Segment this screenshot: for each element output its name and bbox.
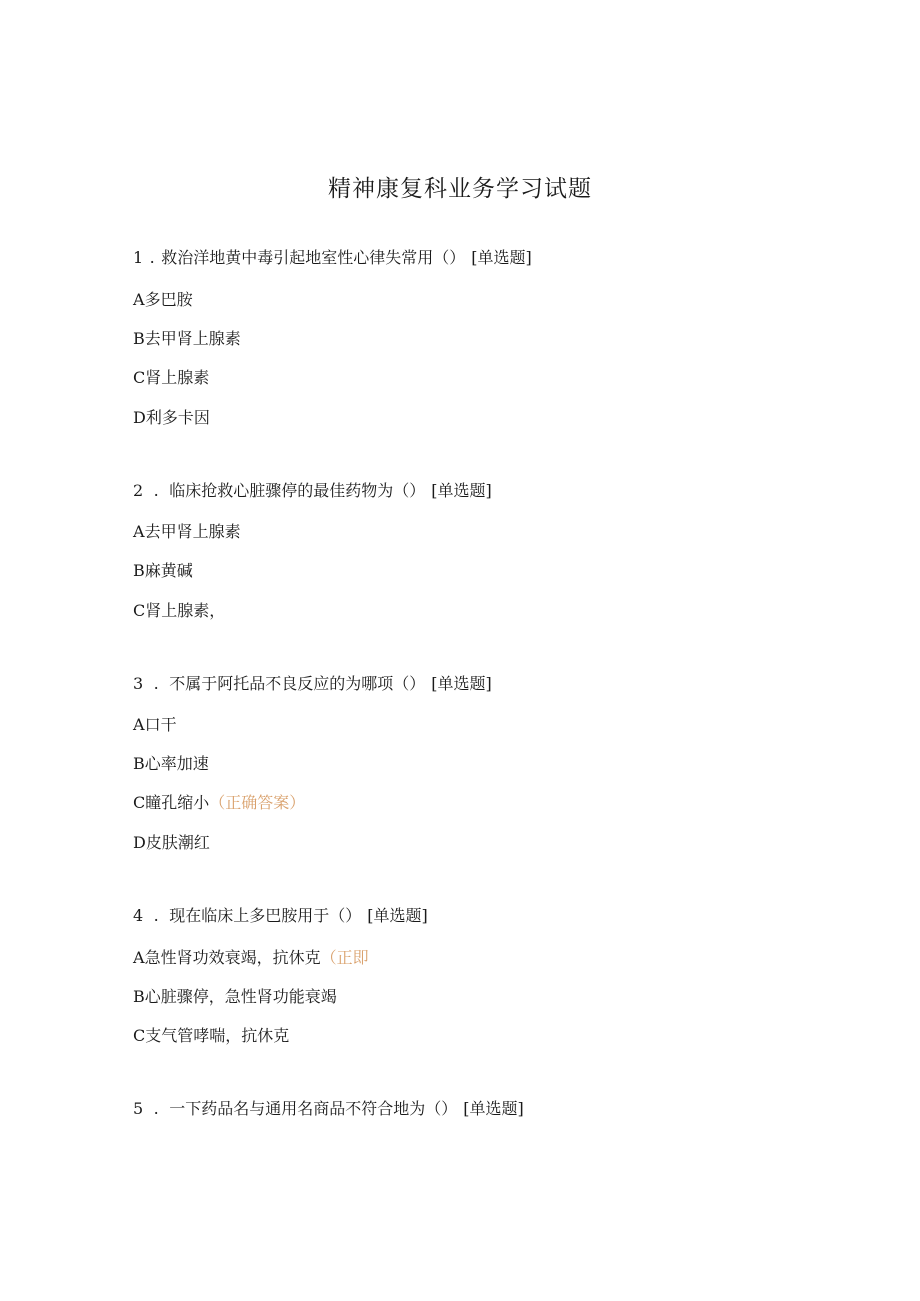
option-1d[interactable]: [133, 407, 210, 429]
option-letter: D: [133, 408, 146, 427]
option-text: 急性肾功效衰竭，抗休克: [144, 948, 321, 967]
question-2: 2 . 临床抢救心脏骤停的最佳药物为（） [单选题]: [133, 481, 492, 500]
option-letter: A: [133, 948, 145, 967]
option-4c[interactable]: [133, 1025, 289, 1047]
option-letter: A: [133, 290, 145, 309]
question-3: 3 . 不属于阿托品不良反应的为哪项（） [单选题]: [133, 674, 492, 693]
option-text: 口干: [144, 715, 177, 734]
option-text: 多巴胺: [144, 290, 193, 309]
question-text: 救治洋地黄中毒引起地室性心律失常用（）: [161, 248, 466, 267]
option-text: 肾上腺素: [145, 368, 210, 387]
option-letter: A: [133, 715, 145, 734]
option-1b[interactable]: [133, 328, 241, 350]
question-type-tag: [单选题]: [367, 906, 428, 925]
question-text: 临床抢救心脏骤停的最佳药物为（）: [169, 481, 426, 500]
question-type-tag: [单选题]: [463, 1099, 524, 1118]
question-text: 一下药品名与通用名商品不符合地为（）: [169, 1099, 458, 1118]
option-4a[interactable]: [133, 947, 369, 969]
question-type-tag: [单选题]: [471, 248, 532, 267]
question-number: 1: [133, 248, 144, 267]
option-letter: C: [133, 1026, 146, 1045]
option-letter: A: [133, 522, 145, 541]
option-text: 支气管哮喘，抗休克: [145, 1026, 290, 1045]
option-3b[interactable]: [133, 753, 209, 775]
option-letter: C: [133, 601, 146, 620]
option-text: 心脏骤停，急性肾功能衰竭: [144, 987, 337, 1006]
option-text: 去甲肾上腺素: [144, 522, 241, 541]
option-text: 皮肤潮红: [145, 833, 210, 852]
option-letter: B: [133, 754, 145, 773]
option-3d[interactable]: [133, 832, 210, 854]
option-letter: B: [133, 987, 145, 1006]
question-number: 2: [133, 481, 144, 500]
option-letter: C: [133, 793, 146, 812]
option-letter: B: [133, 561, 145, 580]
option-2c[interactable]: [133, 600, 225, 622]
question-number: 4: [133, 906, 144, 925]
correct-answer-note: （正即: [320, 948, 369, 967]
option-text: 瞳孔缩小: [145, 793, 210, 812]
option-text: 利多卡因: [145, 408, 210, 427]
option-text: 肾上腺素，: [145, 601, 226, 620]
option-letter: B: [133, 329, 145, 348]
option-3a[interactable]: [133, 714, 177, 736]
option-text: 心率加速: [144, 754, 209, 773]
option-text: 去甲肾上腺素: [144, 329, 241, 348]
option-letter: D: [133, 833, 146, 852]
option-2b[interactable]: [133, 560, 193, 582]
page-title: 精神康复科业务学习试题: [328, 176, 592, 202]
option-1a[interactable]: [133, 289, 193, 311]
question-text: 不属于阿托品不良反应的为哪项（）: [169, 674, 426, 693]
question-number: 3: [133, 674, 144, 693]
question-4: 4 . 现在临床上多巴胺用于（） [单选题]: [133, 906, 428, 925]
option-3c[interactable]: [133, 792, 305, 814]
option-4b[interactable]: [133, 986, 337, 1008]
option-letter: C: [133, 368, 146, 387]
question-number: 5: [133, 1099, 144, 1118]
question-text: 现在临床上多巴胺用于（）: [169, 906, 362, 925]
correct-answer-note: （正确答案）: [209, 793, 306, 812]
option-2a[interactable]: [133, 521, 241, 543]
question-type-tag: [单选题]: [431, 481, 492, 500]
question-1: 1 . 救治洋地黄中毒引起地室性心律失常用（） [单选题]: [133, 248, 532, 267]
question-type-tag: [单选题]: [431, 674, 492, 693]
option-1c[interactable]: [133, 367, 209, 389]
question-5: 5 . 一下药品名与通用名商品不符合地为（） [单选题]: [133, 1099, 524, 1118]
option-text: 麻黄碱: [144, 561, 193, 580]
